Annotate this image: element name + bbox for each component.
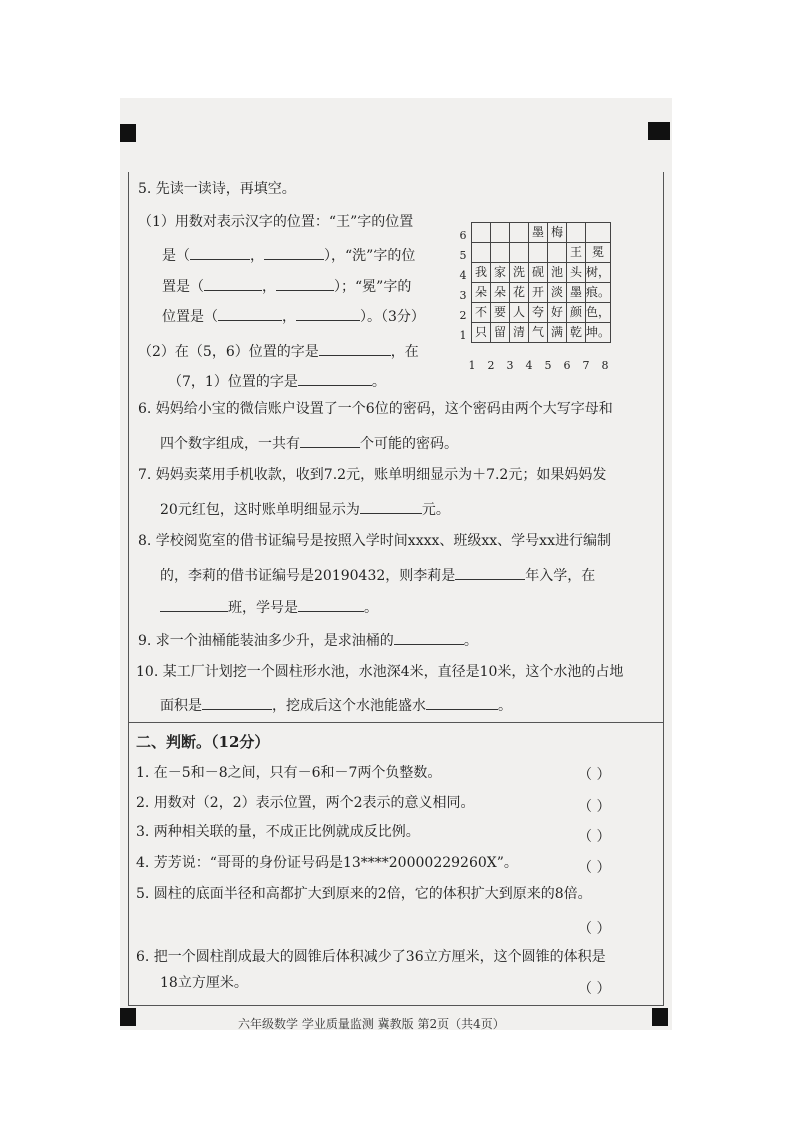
poem-grid [471, 222, 611, 343]
q6-line2: 四个数字组成，一共有 个可能的密码。 [160, 433, 458, 453]
grid-ylabel: 3 [459, 289, 467, 302]
grid-cell: 池 [548, 263, 567, 283]
q5-part1-line2: 是（ ， ），“洗”字的位 [162, 245, 415, 265]
grid-cell: 朵 [491, 283, 510, 303]
grid-xlabel: 2 [487, 359, 495, 372]
grid-cell [472, 223, 491, 243]
grid-cell: 树， [586, 263, 611, 283]
answer-paren[interactable]: （ ） [578, 799, 611, 815]
page-footer: 六年级数学 学业质量监测 冀教版 第2页（共4页） [238, 1017, 505, 1031]
q7-line2: 20元红包，这时账单明细显示为 元。 [160, 499, 450, 519]
grid-cell: 满 [548, 323, 567, 343]
grid-row [472, 223, 611, 243]
grid-cell: 要 [491, 303, 510, 323]
corner-mark-top-left [120, 124, 136, 142]
answer-blank[interactable] [455, 565, 525, 580]
grid-cell: 王 [567, 243, 586, 263]
grid-cell [472, 243, 491, 263]
answer-blank[interactable] [202, 695, 272, 710]
q5-intro: 5. 先读一读诗，再填空。 [138, 181, 296, 197]
q5-part1-line3: 置是（ ， ）；“冕”字的 [162, 276, 411, 296]
grid-cell: 不 [472, 303, 491, 323]
grid-ylabel: 2 [459, 309, 467, 322]
grid-ylabel: 4 [459, 269, 467, 282]
answer-blank[interactable] [264, 245, 324, 260]
grid-cell: 颜 [567, 303, 586, 323]
grid-cell: 留 [491, 323, 510, 343]
grid-row [472, 283, 611, 303]
q5-part2-line2: （7，1）位置的字是 。 [168, 371, 386, 391]
q8-line2: 的，李莉的借书证编号是20190432，则李莉是 年入学，在 [160, 565, 595, 585]
q5-part2-line1: （2）在（5，6）位置的字是 ，在 [138, 341, 419, 361]
grid-cell: 家 [491, 263, 510, 283]
answer-blank[interactable] [296, 306, 360, 321]
answer-paren[interactable]: （ ） [578, 767, 611, 783]
corner-mark-bottom-right [652, 1008, 668, 1026]
grid-cell: 坤。 [586, 323, 611, 343]
answer-blank[interactable] [298, 597, 364, 612]
answer-blank[interactable] [190, 245, 250, 260]
grid-cell: 色， [586, 303, 611, 323]
q10-line2: 面积是 ，挖成后这个水池能盛水 。 [160, 695, 512, 715]
grid-row [472, 303, 611, 323]
grid-cell: 花 [510, 283, 529, 303]
grid-xlabel: 7 [582, 359, 590, 372]
grid-xlabel: 4 [525, 359, 533, 372]
answer-blank[interactable] [300, 433, 360, 448]
grid-cell: 墨 [567, 283, 586, 303]
answer-blank[interactable] [298, 371, 372, 386]
grid-cell: 痕。 [586, 283, 611, 303]
grid-cell: 清 [510, 323, 529, 343]
grid-cell [510, 223, 529, 243]
answer-blank[interactable] [319, 341, 391, 356]
grid-row [472, 263, 611, 283]
judge-item-6: 6. 把一个圆柱削成最大的圆锥后体积减少了36立方厘米，这个圆锥的体积是 [136, 949, 606, 965]
q9-line: 9. 求一个油桶能装油多少升，是求油桶的 。 [138, 630, 478, 650]
grid-cell [491, 223, 510, 243]
q8-line1: 8. 学校阅览室的借书证编号是按照入学时间xxxx、班级xx、学号xx进行编制 [138, 533, 611, 549]
grid-xlabel: 3 [506, 359, 514, 372]
answer-blank[interactable] [360, 499, 422, 514]
corner-mark-bottom-left [120, 1008, 136, 1026]
q5-part1-line1: （1）用数对表示汉字的位置：“王”字的位置 [138, 214, 414, 230]
q7-line1: 7. 妈妈卖菜用手机收款，收到7.2元，账单明细显示为＋7.2元；如果妈妈发 [138, 467, 607, 483]
grid-cell: 只 [472, 323, 491, 343]
answer-blank[interactable] [394, 630, 464, 645]
answer-paren[interactable]: （ ） [578, 921, 611, 937]
judge-item-4: 4. 芳芳说：“哥哥的身份证号码是13****20000229260X”。 [136, 855, 518, 871]
section-title: 二、判断。（12分） [136, 733, 270, 751]
q5-part1-line4: 位置是（ ， ）。（3分） [162, 306, 425, 326]
grid-cell: 人 [510, 303, 529, 323]
grid-xlabel: 6 [563, 359, 571, 372]
answer-paren[interactable]: （ ） [578, 829, 611, 845]
grid-cell: 好 [548, 303, 567, 323]
answer-blank[interactable] [218, 306, 282, 321]
grid-cell [548, 243, 567, 263]
grid-xlabel: 5 [544, 359, 552, 372]
grid-cell: 开 [529, 283, 548, 303]
grid-cell: 洗 [510, 263, 529, 283]
answer-blank[interactable] [204, 276, 262, 291]
grid-cell [586, 223, 611, 243]
grid-xlabel: 1 [468, 359, 476, 372]
q10-line1: 10. 某工厂计划挖一个圆柱形水池，水池深4米，直径是10米，这个水池的占地 [136, 664, 624, 680]
grid-cell: 夸 [529, 303, 548, 323]
grid-cell: 淡 [548, 283, 567, 303]
grid-xlabel: 8 [601, 359, 609, 372]
grid-cell: 气 [529, 323, 548, 343]
judge-item-1: 1. 在－5和－8之间，只有－6和－7两个负整数。 [136, 765, 442, 781]
judge-item-2: 2. 用数对（2，2）表示位置，两个2表示的意义相同。 [136, 795, 475, 811]
grid-row [472, 323, 611, 343]
grid-ylabel: 6 [459, 229, 467, 242]
judge-item-5: 5. 圆柱的底面半径和高都扩大到原来的2倍，它的体积扩大到原来的8倍。 [136, 886, 592, 902]
grid-cell: 头 [567, 263, 586, 283]
answer-blank[interactable] [160, 597, 228, 612]
answer-paren[interactable]: （ ） [578, 860, 611, 876]
grid-cell: 朵 [472, 283, 491, 303]
answer-blank[interactable] [426, 695, 498, 710]
answer-blank[interactable] [276, 276, 334, 291]
grid-cell [529, 243, 548, 263]
answer-paren[interactable]: （ ） [578, 981, 611, 997]
grid-cell: 砚 [529, 263, 548, 283]
grid-ylabel: 1 [459, 329, 467, 342]
grid-cell: 梅 [548, 223, 567, 243]
judge-item-3: 3. 两种相关联的量，不成正比例就成反比例。 [136, 824, 420, 840]
grid-cell: 我 [472, 263, 491, 283]
grid-cell: 乾 [567, 323, 586, 343]
grid-cell: 冕 [586, 243, 611, 263]
grid-cell [510, 243, 529, 263]
q6-line1: 6. 妈妈给小宝的微信账户设置了一个6位的密码，这个密码由两个大写字母和 [138, 401, 613, 417]
q8-line3: 班，学号是 。 [160, 597, 378, 617]
grid-ylabel: 5 [459, 249, 467, 262]
grid-row [472, 243, 611, 263]
grid-cell: 墨 [529, 223, 548, 243]
grid-cell [567, 223, 586, 243]
grid-cell [491, 243, 510, 263]
judge-item-6-line2: 18立方厘米。 [160, 975, 248, 991]
corner-mark-top-right [648, 122, 670, 140]
